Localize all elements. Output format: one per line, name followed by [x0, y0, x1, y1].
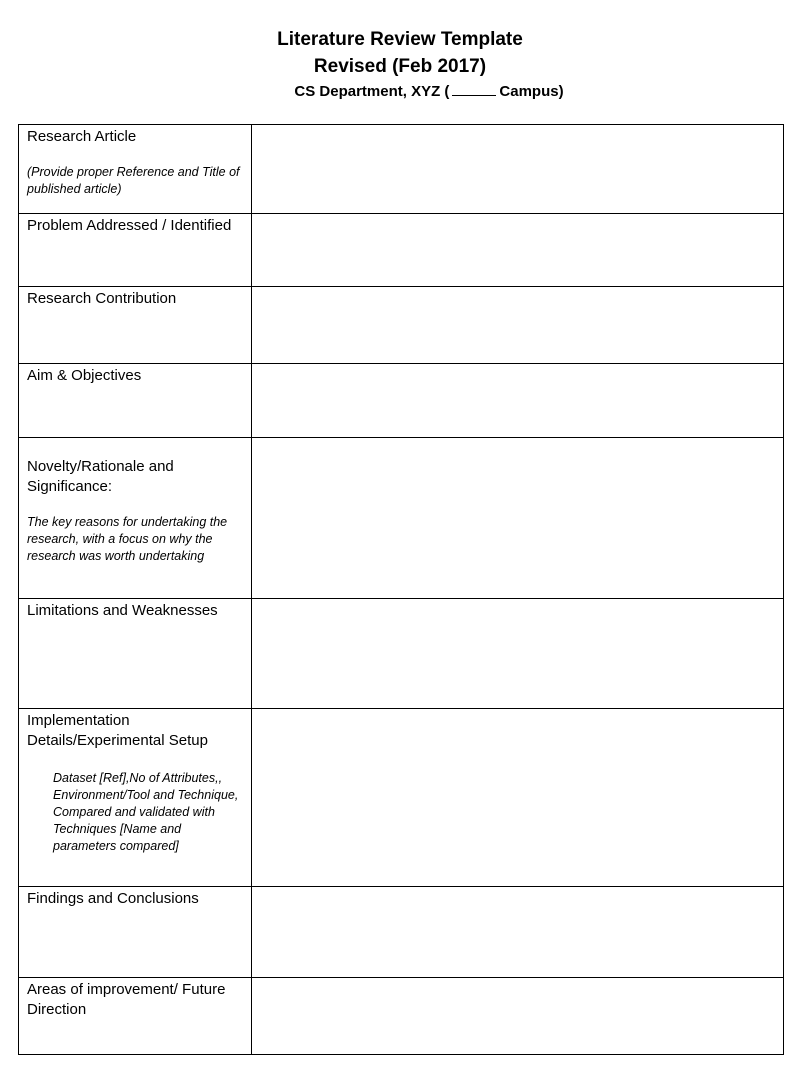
- entry-cell-research-contribution[interactable]: [252, 287, 784, 364]
- table-row-limitations: [19, 599, 784, 709]
- department-prefix: CS Department, XYZ (: [294, 83, 450, 100]
- campus-blank-field[interactable]: [452, 82, 496, 96]
- table-row-research-article: [19, 125, 784, 214]
- department-suffix: Campus): [499, 83, 564, 100]
- entry-cell-future-direction[interactable]: [252, 978, 784, 1055]
- row-label: Implementation Details/Experimental Setup: [27, 712, 208, 749]
- row-label: Novelty/Rationale and Significance:: [27, 458, 174, 495]
- row-note: The key reasons for undertaking the research, with a focus on why the research was worth undertaking: [27, 515, 228, 563]
- entry-cell-research-article[interactable]: [252, 125, 784, 214]
- label-cell: [19, 214, 252, 287]
- label-cell: [19, 125, 252, 214]
- table-row-future-direction: [19, 978, 784, 1055]
- row-label: Research Contribution: [27, 290, 177, 307]
- row-label: Problem Addressed / Identified: [27, 217, 232, 234]
- entry-cell-findings[interactable]: [252, 887, 784, 978]
- table-row-research-contribution: [19, 287, 784, 364]
- row-label: Aim & Objectives: [27, 367, 142, 384]
- label-cell: [19, 887, 252, 978]
- label-cell: [19, 438, 252, 599]
- table-row-problem-addressed: [19, 214, 784, 287]
- label-cell: [19, 364, 252, 438]
- row-note: Dataset [Ref],No of Attributes,, Environment/Tool and Technique, Compared and validated with Techniques [Name and parameters compared]: [53, 771, 239, 853]
- table-row-implementation: [19, 709, 784, 887]
- entry-cell-problem-addressed[interactable]: [252, 214, 784, 287]
- label-cell: [19, 287, 252, 364]
- table-row-aim-objectives: [19, 364, 784, 438]
- table-row-novelty: [19, 438, 784, 599]
- label-cell: [19, 709, 252, 887]
- row-label: Research Article: [27, 128, 137, 145]
- entry-cell-implementation[interactable]: [252, 709, 784, 887]
- row-note: (Provide proper Reference and Title of published article): [27, 165, 240, 196]
- row-label: Limitations and Weaknesses: [27, 602, 218, 619]
- label-cell: [19, 599, 252, 709]
- table-row-findings: [19, 887, 784, 978]
- document-revision: Revised (Feb 2017): [313, 56, 487, 77]
- department-line: [0, 82, 800, 102]
- entry-cell-limitations[interactable]: [252, 599, 784, 709]
- label-cell: [19, 978, 252, 1055]
- row-label: Areas of improvement/ Future Direction: [27, 981, 226, 1018]
- entry-cell-aim-objectives[interactable]: [252, 364, 784, 438]
- entry-cell-novelty[interactable]: [252, 438, 784, 599]
- document-title: Literature Review Template: [277, 29, 523, 50]
- row-label: Findings and Conclusions: [27, 890, 199, 907]
- literature-review-table: [18, 124, 784, 1055]
